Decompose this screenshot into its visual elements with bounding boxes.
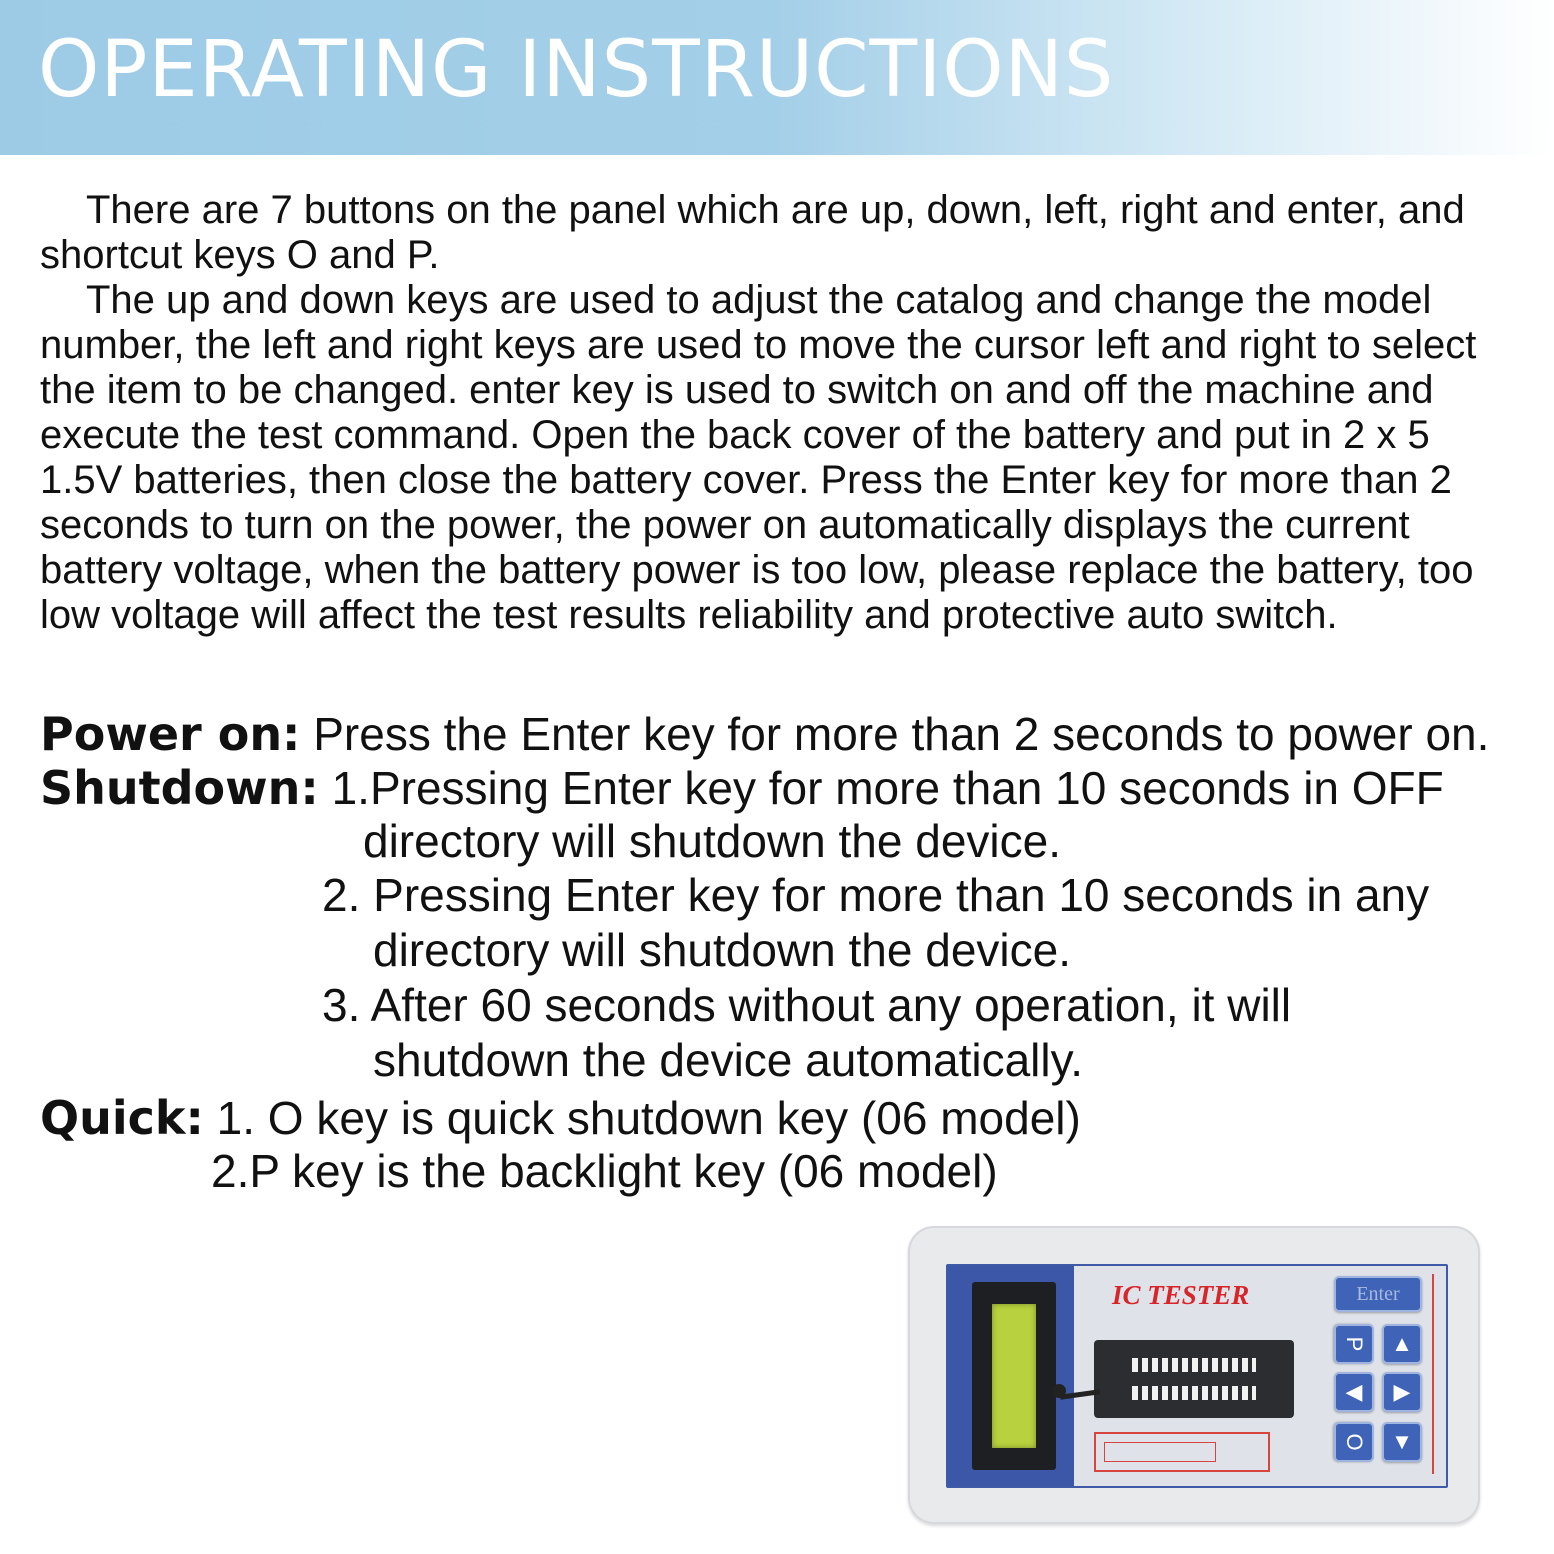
intro-paragraph-1: There are 7 buttons on the panel which are up, down, left, right and enter, and shortcut keys O and P. [40, 188, 1465, 277]
socket-pins-top [1132, 1358, 1256, 1372]
zif-socket [1094, 1340, 1294, 1418]
arrow-down-icon: ▼ [1382, 1422, 1422, 1462]
arrow-left-icon: ◀ [1334, 1372, 1374, 1412]
shutdown-row [40, 762, 1444, 814]
power-on-row [40, 708, 1489, 760]
quick-row [40, 1092, 1081, 1144]
arrow-up-icon: ▲ [1382, 1324, 1422, 1364]
header-banner [0, 0, 1554, 155]
quick-item-1: 1. O key is quick shutdown key (06 model) [216, 1092, 1081, 1144]
page-title: OPERATING INSTRUCTIONS [38, 25, 1115, 115]
intro-text [40, 188, 1520, 638]
shutdown-item-3-line1: 3. After 60 seconds without any operation, it will [322, 979, 1292, 1031]
shutdown-item-1-line1: 1.Pressing Enter key for more than 10 seconds in OFF [331, 762, 1444, 814]
device-p-key: P [1334, 1324, 1374, 1364]
panel-red-trim [1432, 1274, 1434, 1474]
shutdown-item-1-line2: directory will shutdown the device. [363, 815, 1061, 867]
device-display-section [948, 1266, 1074, 1486]
shutdown-item-2-line1: 2. Pressing Enter key for more than 10 seconds in any [322, 869, 1430, 921]
arrow-right-icon: ▶ [1382, 1372, 1422, 1412]
shutdown-item-3-line2: shutdown the device automatically. [373, 1034, 1083, 1086]
ic-tester-device-image [908, 1226, 1480, 1524]
label-area [1094, 1432, 1270, 1472]
device-front-panel [946, 1264, 1448, 1488]
lcd-screen [992, 1304, 1036, 1448]
power-on-text: Press the Enter key for more than 2 seconds to power on. [313, 708, 1490, 760]
lcd-frame [972, 1282, 1056, 1470]
device-o-key: O [1334, 1422, 1374, 1462]
shutdown-item-2-line2: directory will shutdown the device. [373, 924, 1071, 976]
device-enter-key: Enter [1334, 1276, 1422, 1312]
socket-lever-knob [1052, 1384, 1066, 1398]
power-on-label: Power on: [40, 707, 301, 761]
socket-pins-bottom [1132, 1386, 1256, 1400]
intro-paragraph-2: The up and down keys are used to adjust the catalog and change the model number, the left and right keys are used to move the cursor left and right to select the item to be changed. enter key is used to switch on and off the machine and execute the test command. Open the back cover of the battery and put in 2 x 5 1.5V batteries, then close the battery cover. Press the Enter key for more than 2 seconds to turn on the power, the power on automatically displays the current battery voltage, when the battery power is too low, please replace the battery, too low voltage will affect the test results reliability and protective auto switch. [40, 278, 1477, 637]
quick-label: Quick: [40, 1091, 204, 1145]
device-brand-label: IC TESTER [1112, 1280, 1250, 1310]
quick-item-2: 2.P key is the backlight key (06 model) [211, 1145, 998, 1197]
shutdown-label: Shutdown: [40, 761, 319, 815]
